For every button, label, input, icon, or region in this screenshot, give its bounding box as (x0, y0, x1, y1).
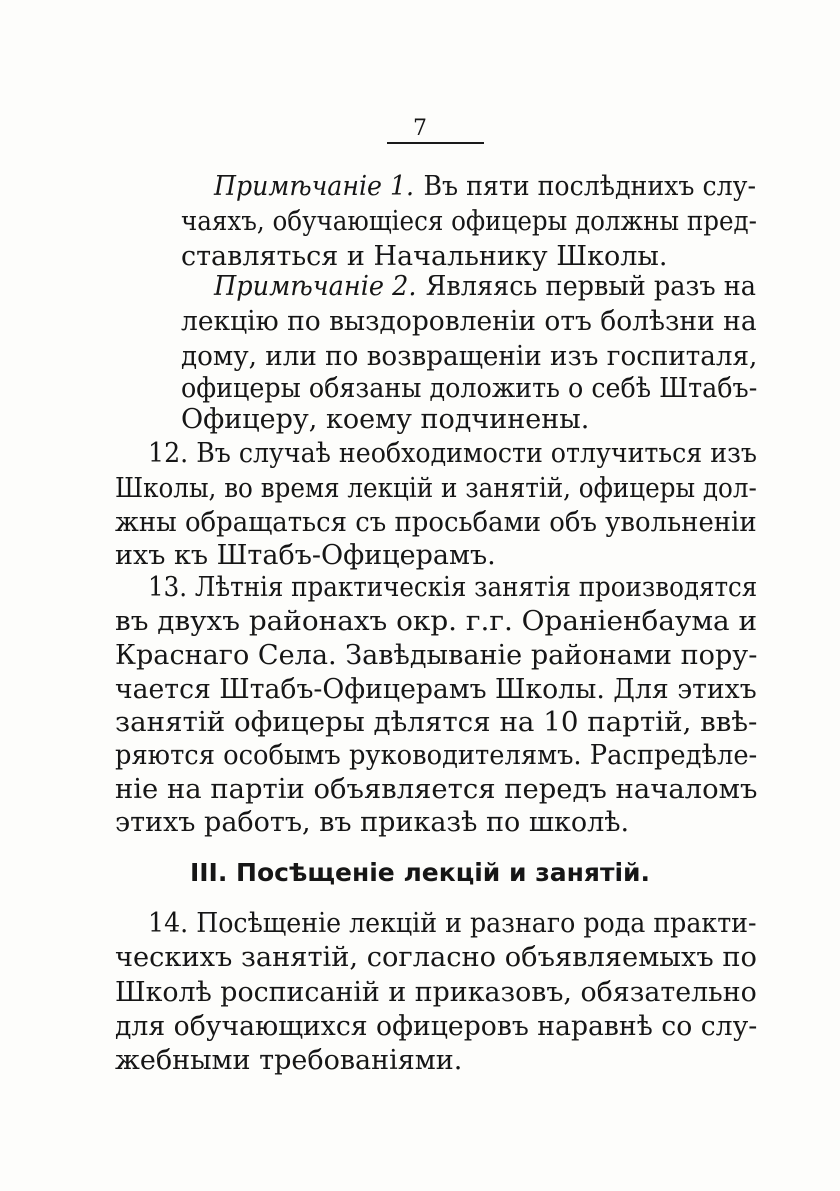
note2-line-5: Офицеру, коему подчинены. (181, 404, 590, 435)
note1-label: Примѣчаніе 1. (214, 171, 415, 202)
note2-line-4: офицеры обязаны доложить о себѣ Штабъ- (181, 373, 758, 404)
para13-line-6: ряются особымъ руководителямъ. Распредѣле- (115, 740, 758, 771)
note1-line-1 (214, 170, 756, 204)
para13-line-1: 13. Лѣтнія практическія занятія производятся (148, 572, 758, 603)
para12-line-1: 12. Въ случаѣ необходимости отлучиться изъ (148, 438, 757, 469)
note1-line-2: чаяхъ, обучающіеся офицеры должны пред- (181, 206, 757, 237)
para13-line-2: въ двухъ районахъ окр. г.г. Ораніенбаума и (115, 606, 758, 637)
para14-line-3: Школѣ росписаній и приказовъ, обязательно (115, 977, 757, 1008)
para12-line-3: жны обращаться съ просьбами объ увольненіи (115, 507, 757, 538)
section-heading: III. Посѣщеніе лекцій и занятій. (189, 858, 651, 887)
para12-line-4: ихъ къ Штабъ-Офицерамъ. (115, 540, 496, 571)
note1-line-1-text: Въ пяти послѣднихъ слу- (423, 171, 757, 202)
note2-line-1 (214, 270, 756, 304)
para14-line-4: для обучающихся офицеровъ наравнѣ со слу- (115, 1011, 758, 1042)
page-number-rule (387, 142, 484, 144)
para13-line-3: Краснаго Села. Завѣдываніе районами пору- (115, 640, 758, 671)
para13-line-8: этихъ работъ, въ приказѣ по школѣ. (115, 807, 630, 838)
note2-line-3: дому, или по возвращеніи изъ госпиталя, (181, 341, 758, 372)
note1-line-3: ставляться и Начальнику Школы. (181, 241, 668, 272)
note2-line-2: лекцію по выздоровленіи отъ болѣзни на (181, 306, 757, 337)
para13-line-7: ніе на партіи объявляется передъ началомъ (115, 774, 758, 805)
para13-line-5: занятій офицеры дѣлятся на 10 партій, ввѣ- (115, 707, 758, 738)
para14-line-1: 14. Посѣщеніе лекцій и разнаго рода практи- (148, 908, 757, 939)
para12-line-2: Школы, во время лекцій и занятій, офицеры дол- (115, 473, 757, 504)
page-number: 7 (413, 116, 427, 141)
note2-line-1-text: Являясь первый разъ на (425, 271, 757, 302)
para13-line-4: чается Штабъ-Офицерамъ Школы. Для этихъ (115, 674, 757, 705)
note2-label: Примѣчаніе 2. (214, 271, 417, 302)
para14-line-2: ческихъ занятій, согласно объявляемыхъ по (115, 942, 757, 973)
para14-line-5: жебными требованіями. (115, 1045, 463, 1076)
